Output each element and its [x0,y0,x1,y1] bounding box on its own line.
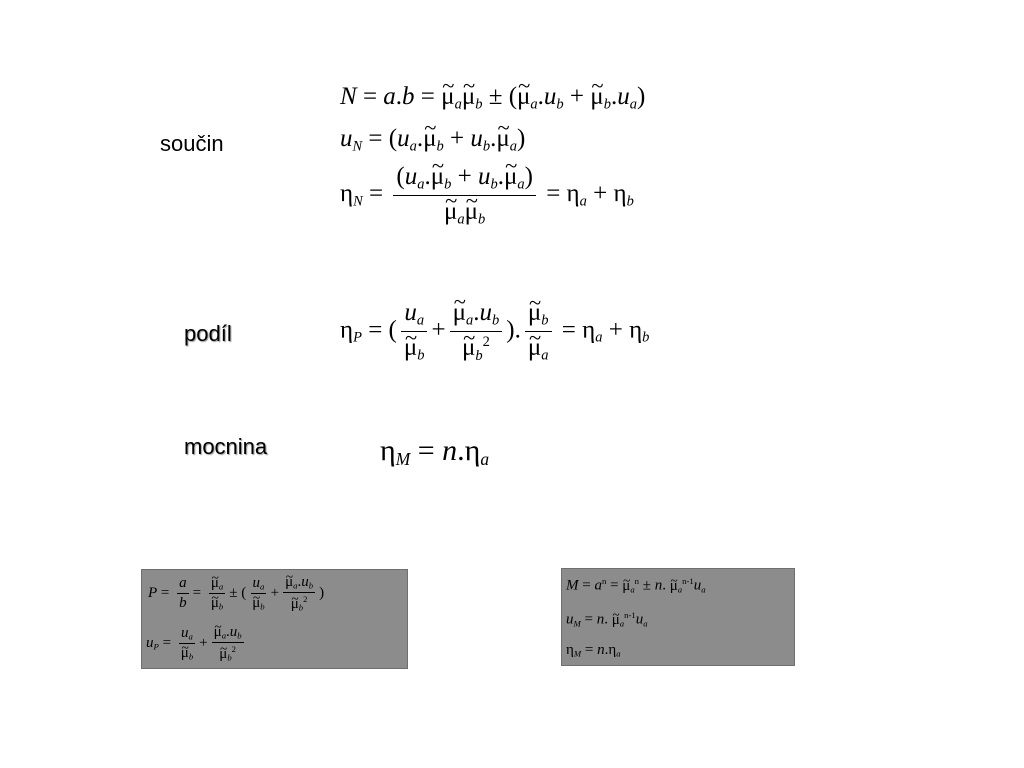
formula-product-relative: $\eta_N$ = ($u_a.\sim$ $\mu_b$ + $u_b.\sim$ $\mu_a$) ~ $\mu_a\sim$ $\mu_b$ = $\eta_a + \eta_b$ [340,164,634,227]
power-formula-box [561,568,795,666]
formula-quotient-relative: $\eta_P$ = ( $u_a$ ~ $\mu_b$ + ~ $\mu_a.u_b$ ~ $\mu_b^2$ ). ~ $\mu_b$ ~ $\mu_a$ = $\eta_a + \eta_b$ [340,300,649,363]
formula-power-relative: $\eta_M = n.\eta_a$ [380,434,490,470]
formula-quotient-value: P = $\frac{a}{b}$ = ~ $\mu_a$ ~ $\mu_b$ ± ( $u_a$ ~ $\mu_b$ + ~ $\mu_a.u_b$ ~ $\mu_b^2$ ) [148,575,324,612]
formula-quotient-uncertainty: $u_P$ = $u_a$ ~ $\mu_b$ + ~ $\mu_a.u_b$ ~ $\mu_b^2$ [146,625,248,662]
formula-product-uncertainty: $u_N$ = ($u_a.\sim$ $\mu_b$ + $u_b.\sim$ $\mu_a$) [340,126,525,154]
formula-power-value: $M = a^n$ = ~ $\mu_a^n \pm n$. ~ $\mu_a^{n-1}u_a$ [566,577,706,594]
label-soucin: součin [160,131,224,156]
quotient-formula-box [141,569,408,669]
formula-product-value: N = a.b = ~ $\mu_a\sim$ $\mu_b$ ± (~ $\mu_a.u_b$ + ~ $\mu_b.u_a$) [340,84,645,112]
formula-power-uncertainty: $u_M = n$. ~ $\mu_a^{n-1}u_a$ [566,611,648,628]
label-podil: podíl [184,321,232,346]
formula-power-relative-small: $\eta_M = n.\eta_a$ [566,642,621,659]
label-mocnina: mocnina [184,434,268,459]
